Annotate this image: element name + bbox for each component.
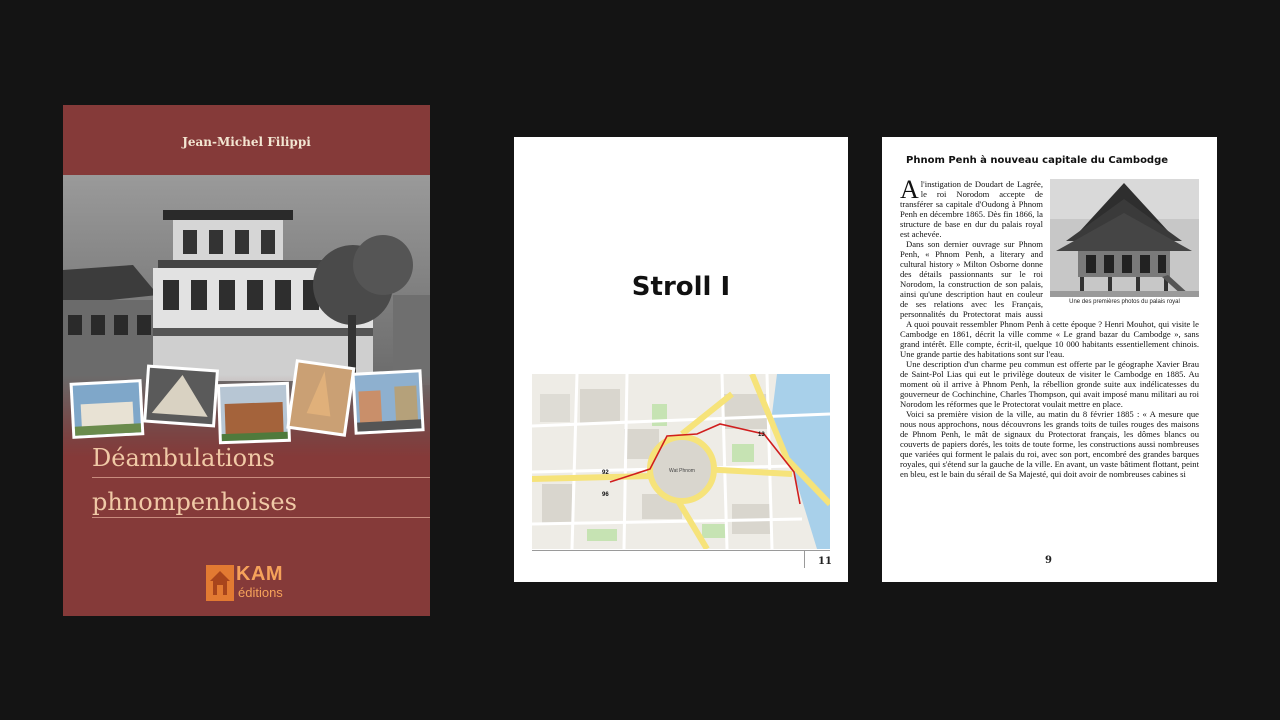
- cover-photo-collage: [63, 175, 430, 457]
- house-logo-icon: [206, 565, 234, 601]
- stroll-title: Stroll I: [631, 272, 731, 302]
- cover-divider: [92, 517, 430, 518]
- royal-palace-photo: [1050, 179, 1199, 297]
- paragraph: A quoi pouvait ressembler Phnom Penh à cette époque ? Henri Mouhot, qui visite le Cambodge en 1861, décrit la ville comme « Le grand bazar du Cambodge », sans grand intérêt. Elle compte, écrit-il, quelque 10 000 habitants essentiellement chinois. Une grande partie des habitations sont sur l'eau.: [900, 319, 1199, 359]
- photo-caption: Une des premières photos du palais royal: [1069, 299, 1180, 305]
- chapter-title: Phnom Penh à nouveau capitale du Cambodge: [906, 155, 1169, 166]
- page-stroll: [514, 137, 848, 582]
- cover-divider: [92, 477, 430, 478]
- page-number: 11: [818, 556, 832, 567]
- route-marker: 96: [602, 492, 609, 498]
- route-marker: 13: [758, 432, 765, 438]
- publisher-name: KAM: [236, 563, 284, 585]
- footer-tick: [804, 550, 805, 568]
- map-landmark: Wat Phnom: [669, 468, 695, 474]
- cover-author: Jean-Michel Filippi: [182, 135, 311, 149]
- book-cover: [63, 105, 430, 616]
- page-number: 9: [1045, 555, 1052, 566]
- page-chapter: [882, 137, 1217, 582]
- paragraph-text: l'instigation de Doudart de Lagrée, le roi Norodom accepte de transférer sa capitale d'Oudong à Phnom Penh en décembre 1865. Dès fin 1866, la structure de base en dur du palais royal est achevée.: [900, 179, 1043, 239]
- paragraph: [900, 179, 1043, 239]
- publisher-sub: éditions: [238, 585, 283, 600]
- paragraph: Voici sa première vision de la ville, au matin du 8 février 1885 : « A mesure que nous nous approchons, nous découvrons les grands toits de tuiles rouges des maisons de Phnom Penh, le mât de signaux du Protectorat français, les dômes blancs ou couverts de papiers dorés, les toits de toute forme, les constructions aussi nombreuses que variées qui forment le palais du roi, avec son port, encombré des grandes barques royales, qui s'étend sur la gauche de la ville. En avant, un vaste bâtiment flottant, peint en bleu, est le bain du sérail de Sa Majesté, qui doit avoir de nombreuses cabines si: [900, 409, 1199, 479]
- body-text-full: [900, 319, 1199, 541]
- cover-title-line2: phnompenhoises: [92, 488, 297, 516]
- route-marker: 92: [602, 470, 609, 476]
- paragraph: Une description d'un charme peu commun est offerte par le géographe Xavier Brau de Saint-Pol Lias qui eut le privilège douteux de visiter le Cambodge en 1885. Au moment où il arrive à Phnom Penh, la rébellion gronde suite aux indélicatesses du gouverneur de Cochinchine, Charles Thompson, qui avait imposé manu militari au roi Norodom les réformes que le Protectorat voulait mettre en place.: [900, 359, 1199, 409]
- body-text-column: [900, 179, 1043, 319]
- publisher-logo: [206, 565, 290, 605]
- dropcap: A: [900, 179, 919, 204]
- footer-rule: [532, 550, 830, 551]
- paragraph: Dans son dernier ouvrage sur Phnom Penh, « Phnom Penh, a literary and cultural history » Milton Osborne donne des détails passionnants sur le roi Norodom, la construction de son palais, ainsi qu'une description haut en couleur de ses relations avec les Français, personnalités du Protectorat mais aussi: [900, 239, 1043, 319]
- cover-title-line1: Déambulations: [92, 444, 275, 472]
- stroll-map: [532, 374, 830, 549]
